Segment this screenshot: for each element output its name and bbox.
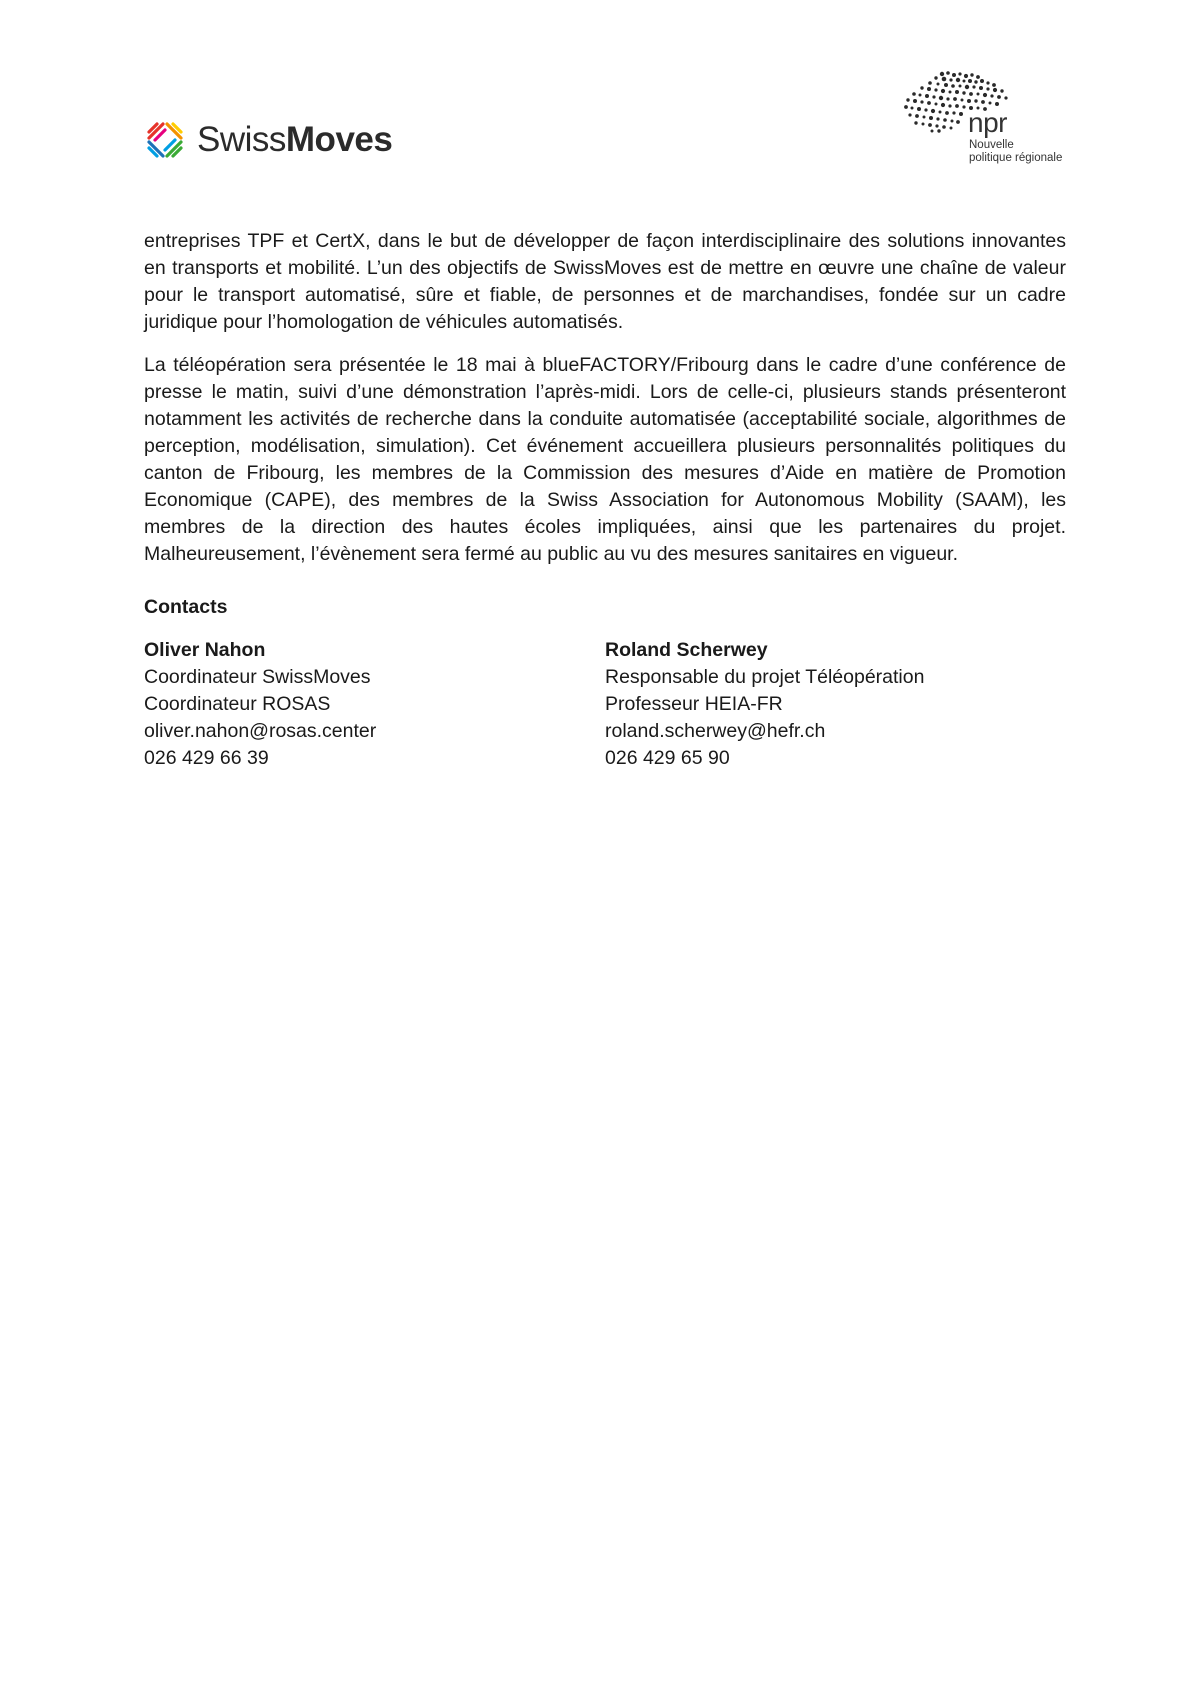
npr-logo-abbr: npr	[968, 107, 1007, 138]
paragraph: La téléopération sera présentée le 18 mai à blueFACTORY/Fribourg dans le cadre d’une conférence de presse le matin, suivi d’une démonstration l’après-midi. Lors de celle-ci, plusieurs stands présenteront notamment les activités de recherche dans la conduite automatisée (acceptabilité sociale, algorithmes de perception, modélisation, simulation). Cet événement accueillera plusieurs personnalités politiques du canton de Fribourg, les membres de la Commission des mesures d’Aide en matière de Promotion Economique (CAPE), des membres de la Swiss Association for Autonomous Mobility (SAAM), les membres de la direction des hautes écoles impliquées, ainsi que les partenaires du projet. Malheureusement, l’évènement sera fermé au public au vu des mesures sanitaires en vigueur.	[144, 354, 1066, 565]
swissmoves-logo-wordmark: SwissMoves	[197, 120, 393, 159]
swissmoves-logo	[143, 118, 392, 162]
npr-logo	[902, 68, 1072, 168]
npr-logo-line1: Nouvelle	[969, 139, 1014, 151]
contact-card	[605, 637, 1066, 772]
contact-role: Coordinateur ROSAS	[144, 693, 331, 715]
contact-phone: 026 429 66 39	[144, 747, 269, 769]
contacts-block	[144, 637, 1066, 772]
contact-phone: 026 429 65 90	[605, 747, 730, 769]
contact-name: Roland Scherwey	[605, 639, 768, 661]
contact-card	[144, 637, 605, 772]
contact-email: roland.scherwey@hefr.ch	[605, 720, 826, 742]
npr-logo-line2: politique régionale	[969, 152, 1063, 164]
page-header	[0, 0, 1200, 200]
document-body	[144, 228, 1066, 772]
paragraph: entreprises TPF et CertX, dans le but de développer de façon interdisciplinaire des solutions innovantes en transports et mobilité. L’un des objectifs de SwissMoves est de mettre en œuvre une chaîne de valeur pour le transport automatisé, sûre et fiable, de personnes et de marchandises, fondée sur un cadre juridique pour l’homologation de véhicules automatisés.	[144, 230, 1066, 333]
contact-name: Oliver Nahon	[144, 639, 266, 661]
swissmoves-logo-mark-icon	[143, 118, 187, 162]
contact-role: Professeur HEIA-FR	[605, 693, 783, 715]
contact-role: Responsable du projet Téléopération	[605, 666, 925, 688]
contact-email: oliver.nahon@rosas.center	[144, 720, 377, 742]
contact-role: Coordinateur SwissMoves	[144, 666, 371, 688]
contacts-heading: Contacts	[144, 596, 228, 618]
